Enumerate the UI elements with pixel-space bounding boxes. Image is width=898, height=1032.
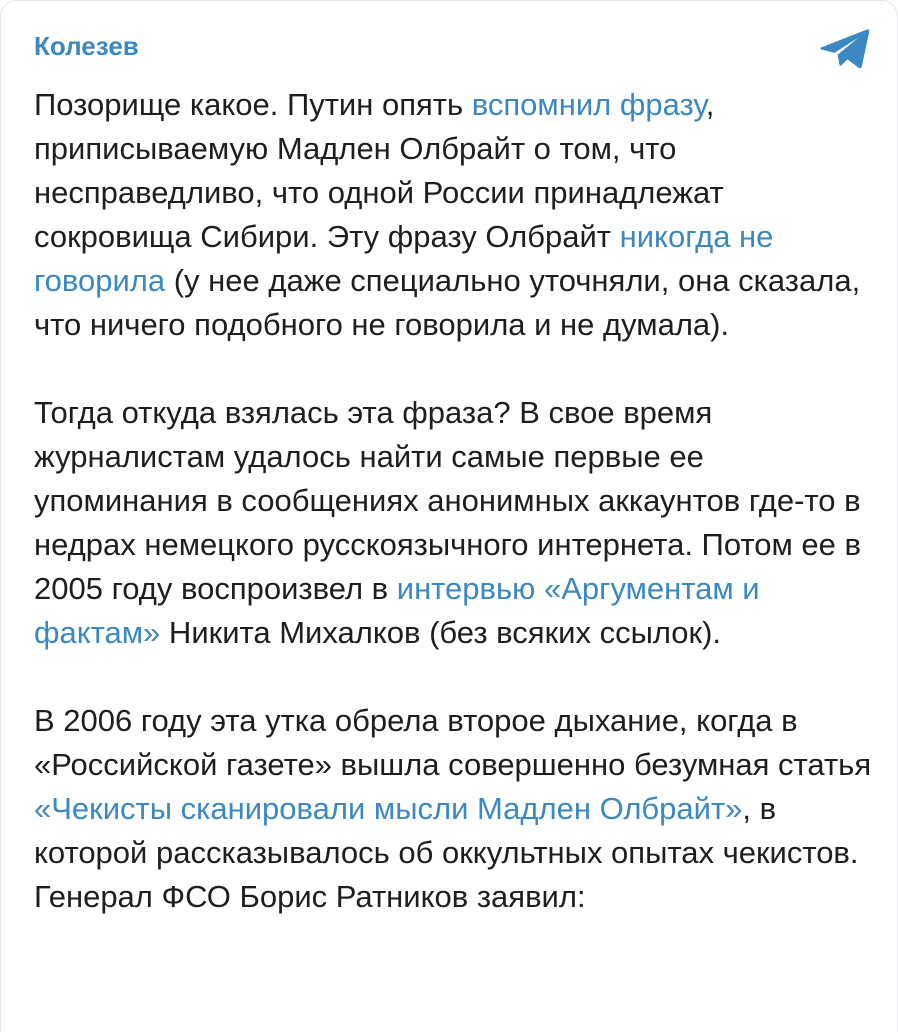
link-recalled-phrase[interactable]: вспомнил фразу	[471, 87, 706, 122]
paragraph-2-text-1: Тогда откуда взялась эта фраза? В свое время журналистам удалось найти самые первые ее упоминания в сообщениях анонимных аккаунтов где-то в недрах немецкого русскоязычного интернета. Потом ее в 2005 году воспроизвел в	[34, 395, 861, 606]
link-rg-article[interactable]: «Чекисты сканировали мысли Мадлен Олбрайт»	[34, 791, 743, 826]
paragraph-3-text-1: В 2006 году эта утка обрела второе дыхание, когда в «Российской газете» вышла совершенно безумная статья	[34, 703, 872, 782]
paragraph-2	[34, 391, 874, 655]
paragraph-2-text-2: Никита Михалков (без всяких ссылок).	[160, 615, 722, 650]
paragraph-1	[34, 83, 874, 347]
channel-author-link[interactable]: Колезев	[34, 31, 139, 61]
paragraph-1-text-2: , приписываемую Мадлен Олбрайт о том, что несправедливо, что одной России принадлежат сокровища Сибири. Эту фразу Олбрайт	[34, 87, 724, 254]
paragraph-3	[34, 699, 874, 919]
message-body	[34, 83, 874, 919]
paragraph-1-text-1: Позорище какое. Путин опять	[34, 87, 472, 122]
paragraph-3-text-2: , в которой рассказывалось об оккультных опытах чекистов. Генерал ФСО Борис Ратников заявил:	[34, 791, 859, 914]
paragraph-1-text-3: (у нее даже специально уточняли, она сказала, что ничего подобного не говорила и не думала).	[34, 263, 861, 342]
telegram-icon[interactable]	[819, 27, 871, 71]
link-aif-interview[interactable]: интервью «Аргументам и фактам»	[34, 571, 760, 650]
link-never-said[interactable]: никогда не говорила	[34, 219, 774, 298]
